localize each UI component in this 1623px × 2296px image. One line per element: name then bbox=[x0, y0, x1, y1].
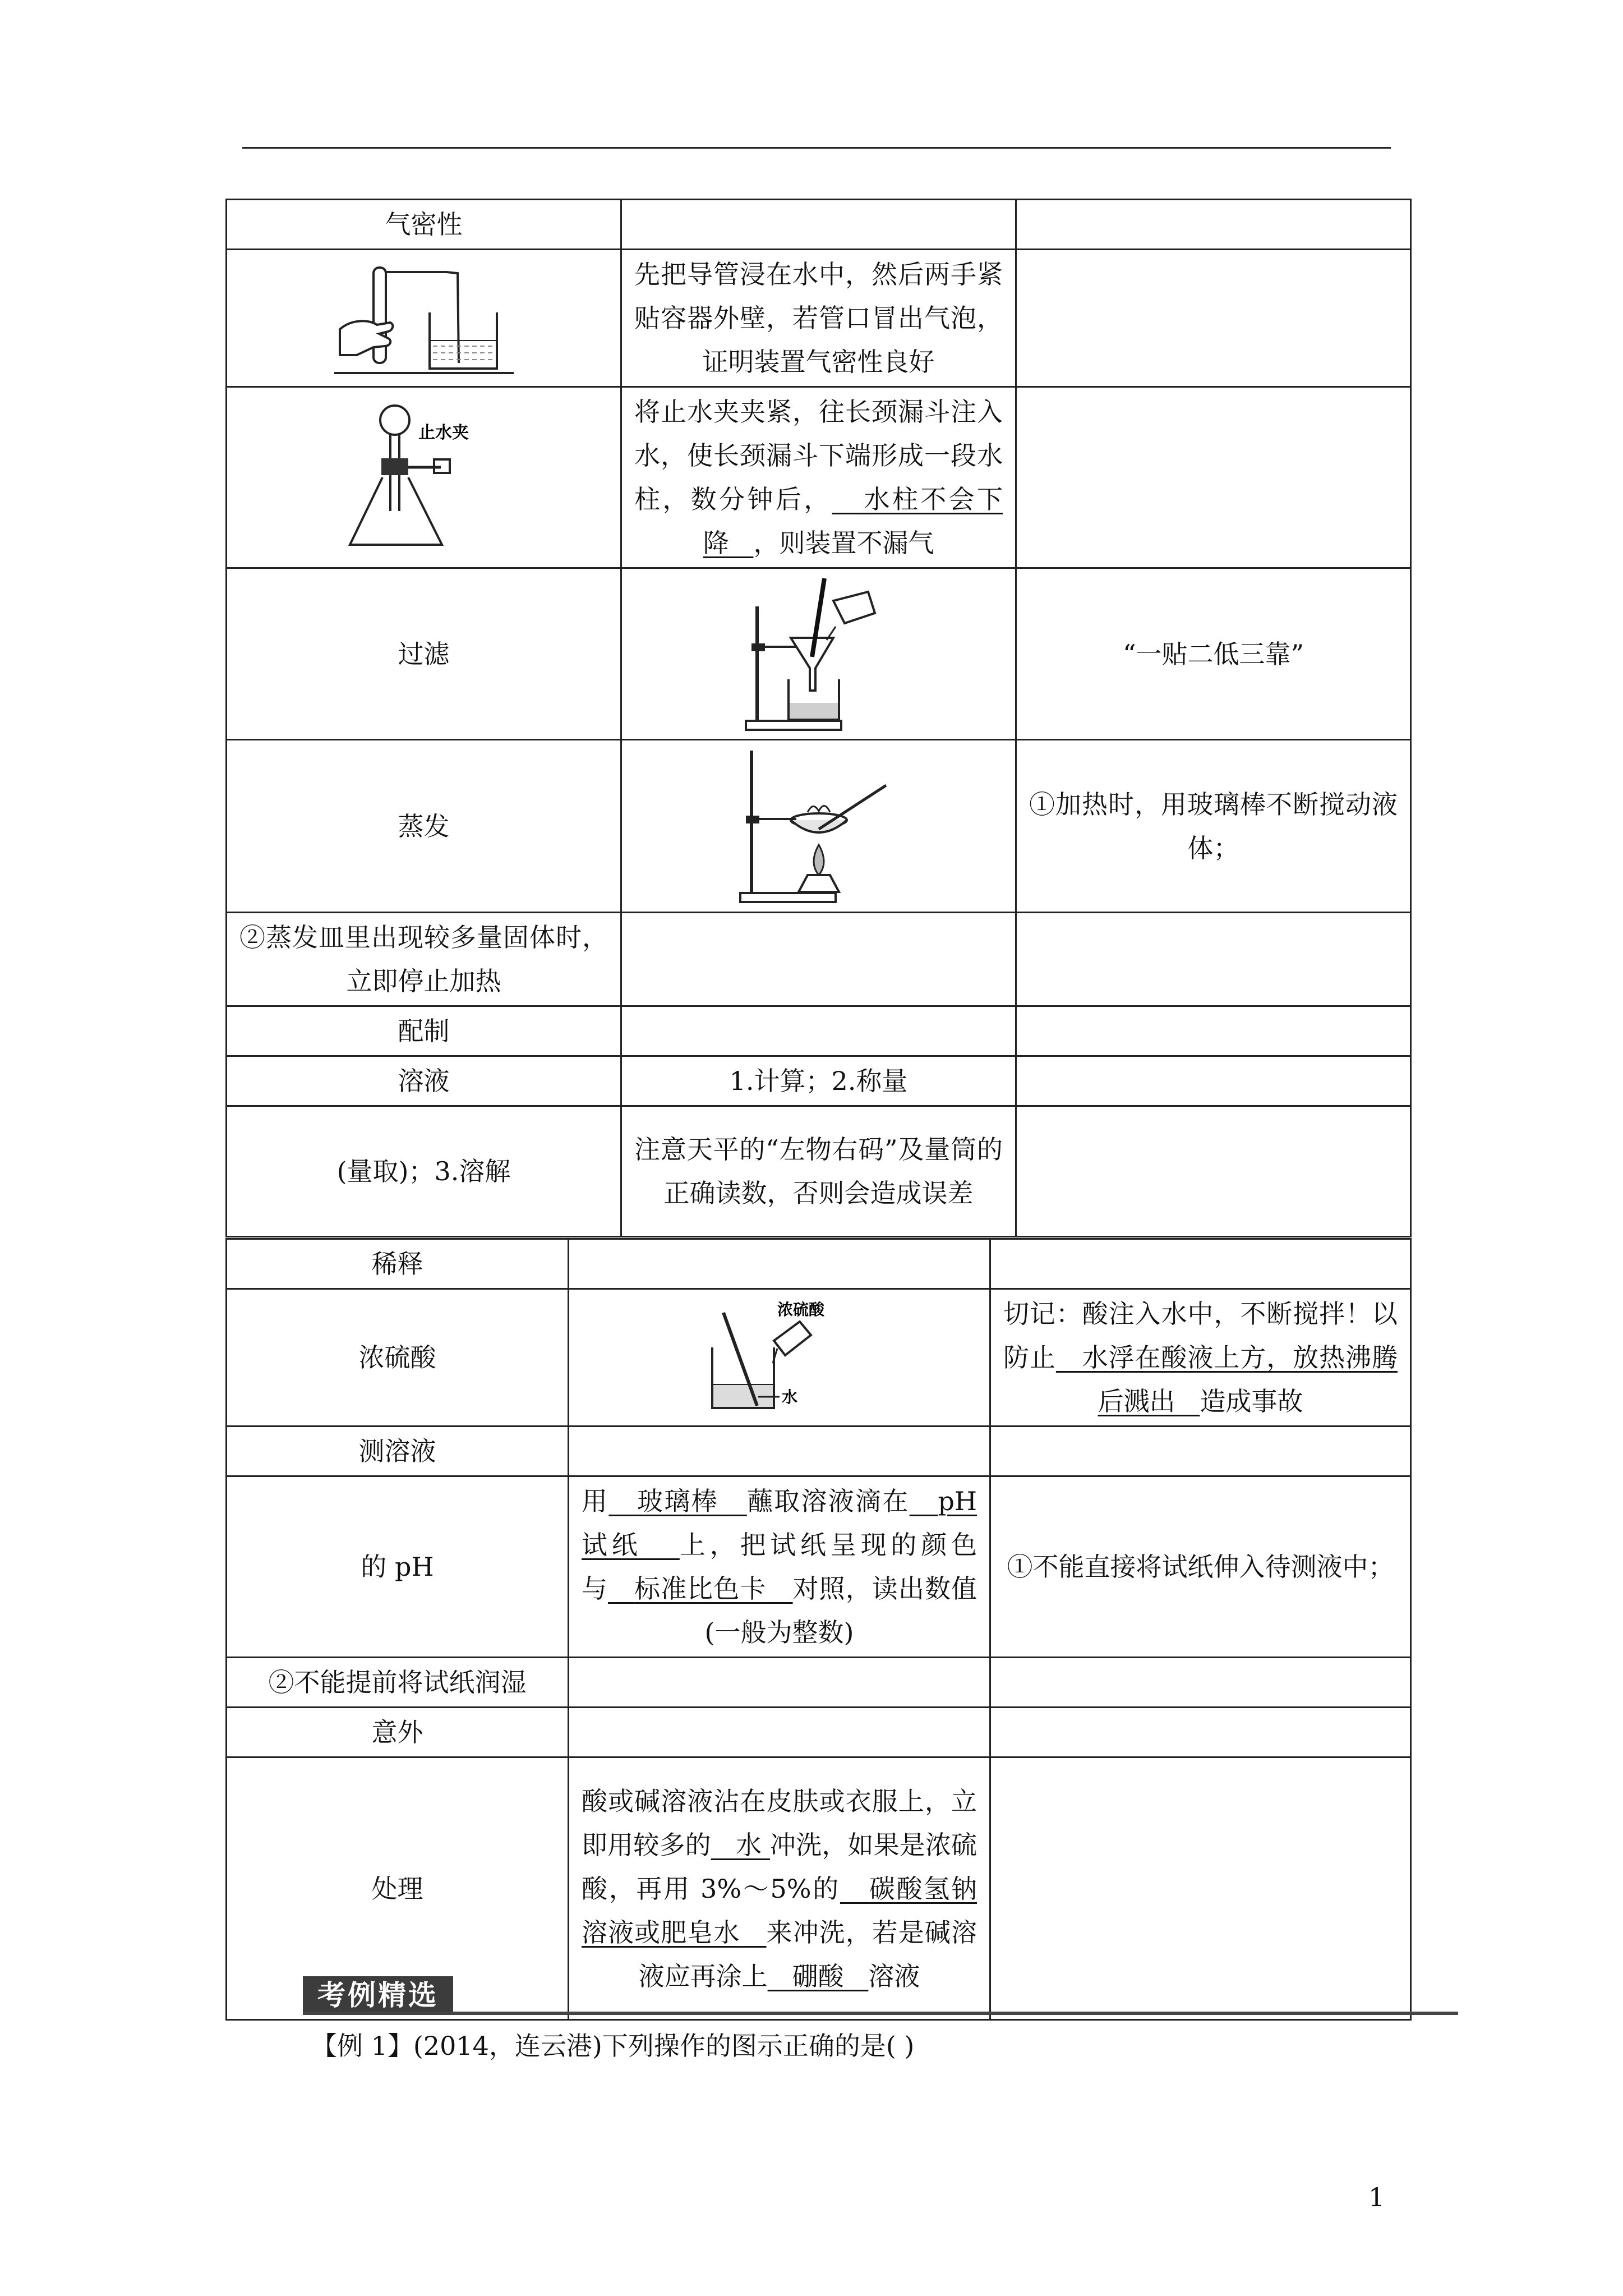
answer-text: 碳酸氢钠溶液或肥皂水 bbox=[582, 1873, 977, 1948]
page-number: 1 bbox=[1368, 2182, 1385, 2212]
answer-text: 硼酸 bbox=[792, 1961, 844, 1991]
acid-dilution-figure bbox=[690, 1296, 869, 1419]
clamp-flask-figure bbox=[334, 399, 514, 556]
cell: 的 pH bbox=[227, 1476, 569, 1658]
table-row bbox=[227, 1708, 1411, 1757]
experiment-table-1 bbox=[225, 199, 1412, 1237]
cell bbox=[1016, 913, 1411, 1006]
cell: ①加热时，用玻璃棒不断搅动液体； bbox=[1016, 740, 1411, 913]
text: 来冲洗，若是碱溶液应再涂上 bbox=[638, 1917, 977, 1991]
cell: 1.计算；2.称量 bbox=[621, 1056, 1016, 1106]
cell: ②不能提前将试纸润湿 bbox=[227, 1658, 569, 1708]
answer-text: 玻璃棒 bbox=[637, 1486, 719, 1516]
cell: 稀释 bbox=[227, 1239, 569, 1289]
answer-blank bbox=[768, 1961, 869, 1991]
text: 将止水夹夹紧，往长颈漏斗注入水，使长颈漏斗下端形成一段水柱，数分钟后， bbox=[634, 397, 1003, 514]
answer-text: 水浮在酸液上方，放热沸腾后溅出 bbox=[1082, 1342, 1398, 1416]
table-row bbox=[227, 250, 1411, 387]
table-row bbox=[227, 1106, 1411, 1237]
answer-blank bbox=[608, 1573, 793, 1604]
cell: ②蒸发皿里出现较多量固体时，立即停止加热 bbox=[227, 913, 621, 1006]
example-question: 【例 1】(2014，连云港)下列操作的图示正确的是( ) bbox=[311, 2031, 915, 2061]
cell bbox=[990, 1289, 1411, 1427]
cell: 蒸发 bbox=[227, 740, 621, 913]
cell: 溶液 bbox=[227, 1056, 621, 1106]
cell bbox=[990, 1757, 1411, 2020]
table-row bbox=[227, 913, 1411, 1006]
table-row bbox=[227, 1476, 1411, 1658]
experiment-table-2 bbox=[225, 1238, 1412, 2021]
figure-cell bbox=[621, 568, 1016, 740]
figure-cell bbox=[227, 250, 621, 387]
cell bbox=[990, 1658, 1411, 1708]
section-title: 考例精选 bbox=[303, 1976, 453, 2014]
cell bbox=[1016, 1106, 1411, 1237]
answer-blank bbox=[608, 1486, 747, 1516]
acid-label: 浓硫酸 bbox=[777, 1300, 824, 1319]
answer-text: pH 试纸 bbox=[582, 1486, 978, 1560]
cell: ①不能直接将试纸伸入待测液中； bbox=[990, 1476, 1411, 1658]
cell: “一贴二低三靠” bbox=[1016, 568, 1411, 740]
section-rule bbox=[303, 2012, 1458, 2015]
cell bbox=[569, 1757, 990, 2020]
cell bbox=[569, 1239, 990, 1289]
text: 切记：酸注入水中，不断搅拌！以防止 bbox=[1003, 1299, 1398, 1373]
table-row bbox=[227, 1289, 1411, 1427]
cell bbox=[1016, 1056, 1411, 1106]
table-row bbox=[227, 740, 1411, 913]
cell bbox=[990, 1708, 1411, 1757]
cell: 测溶液 bbox=[227, 1427, 569, 1476]
answer-blank bbox=[711, 1830, 770, 1860]
cell bbox=[621, 1006, 1016, 1056]
table-row bbox=[227, 1056, 1411, 1106]
cell: 气密性 bbox=[227, 200, 621, 250]
figure-cell bbox=[621, 740, 1016, 913]
header-rule bbox=[242, 147, 1391, 149]
cell bbox=[990, 1427, 1411, 1476]
cell: 注意天平的“左物右码”及量筒的正确读数，否则会造成误差 bbox=[621, 1106, 1016, 1237]
cell bbox=[1016, 200, 1411, 250]
text: 冲洗，如果是浓硫酸，再用 3%～5%的 bbox=[582, 1829, 978, 1904]
cell bbox=[990, 1239, 1411, 1289]
section-header bbox=[303, 1976, 453, 2014]
cell bbox=[569, 1658, 990, 1708]
cell: 配制 bbox=[227, 1006, 621, 1056]
table-row bbox=[227, 1006, 1411, 1056]
cell bbox=[621, 200, 1016, 250]
cell bbox=[1016, 250, 1411, 387]
cell bbox=[569, 1476, 990, 1658]
text: 对照，读出数值(一般为整数) bbox=[704, 1573, 978, 1648]
cell bbox=[569, 1427, 990, 1476]
clamp-label: 止水夹 bbox=[418, 423, 469, 443]
cell: 浓硫酸 bbox=[227, 1289, 569, 1427]
table-row bbox=[227, 1658, 1411, 1708]
answer-text: 水 bbox=[736, 1829, 762, 1860]
text: 上，把试纸呈现的颜色与 bbox=[582, 1530, 978, 1604]
text: 用 bbox=[582, 1486, 609, 1516]
cell: 意外 bbox=[227, 1708, 569, 1757]
evaporation-figure bbox=[735, 745, 903, 908]
text: 造成事故 bbox=[1200, 1386, 1303, 1416]
cell bbox=[621, 913, 1016, 1006]
text: 溶液 bbox=[868, 1961, 920, 1991]
figure-cell bbox=[227, 387, 621, 568]
cell bbox=[1016, 1006, 1411, 1056]
cell: (量取)；3.溶解 bbox=[227, 1106, 621, 1237]
text: 酸或碱溶液沾在皮肤或衣服上，立即用较多的 bbox=[582, 1786, 977, 1860]
cell bbox=[569, 1708, 990, 1757]
figure-cell bbox=[569, 1289, 990, 1427]
text: 蘸取溶液滴在 bbox=[746, 1486, 910, 1516]
cell: 过滤 bbox=[227, 568, 621, 740]
answer-text: 水柱不会下降 bbox=[703, 484, 1003, 558]
hand-tube-beaker-figure bbox=[334, 256, 514, 380]
cell bbox=[621, 387, 1016, 568]
cell: 先把导管浸在水中，然后两手紧贴容器外壁，若管口冒出气泡，证明装置气密性良好 bbox=[621, 250, 1016, 387]
table-row bbox=[227, 387, 1411, 568]
filtration-figure bbox=[735, 573, 903, 735]
water-label: 水 bbox=[781, 1388, 797, 1406]
text: ，则装置不漏气 bbox=[753, 528, 934, 558]
answer-text: 标准比色卡 bbox=[634, 1573, 767, 1604]
cell: 处理 bbox=[227, 1757, 569, 2020]
table-row bbox=[227, 200, 1411, 250]
table-row bbox=[227, 568, 1411, 740]
table-row bbox=[227, 1427, 1411, 1476]
table-row bbox=[227, 1239, 1411, 1289]
cell bbox=[1016, 387, 1411, 568]
